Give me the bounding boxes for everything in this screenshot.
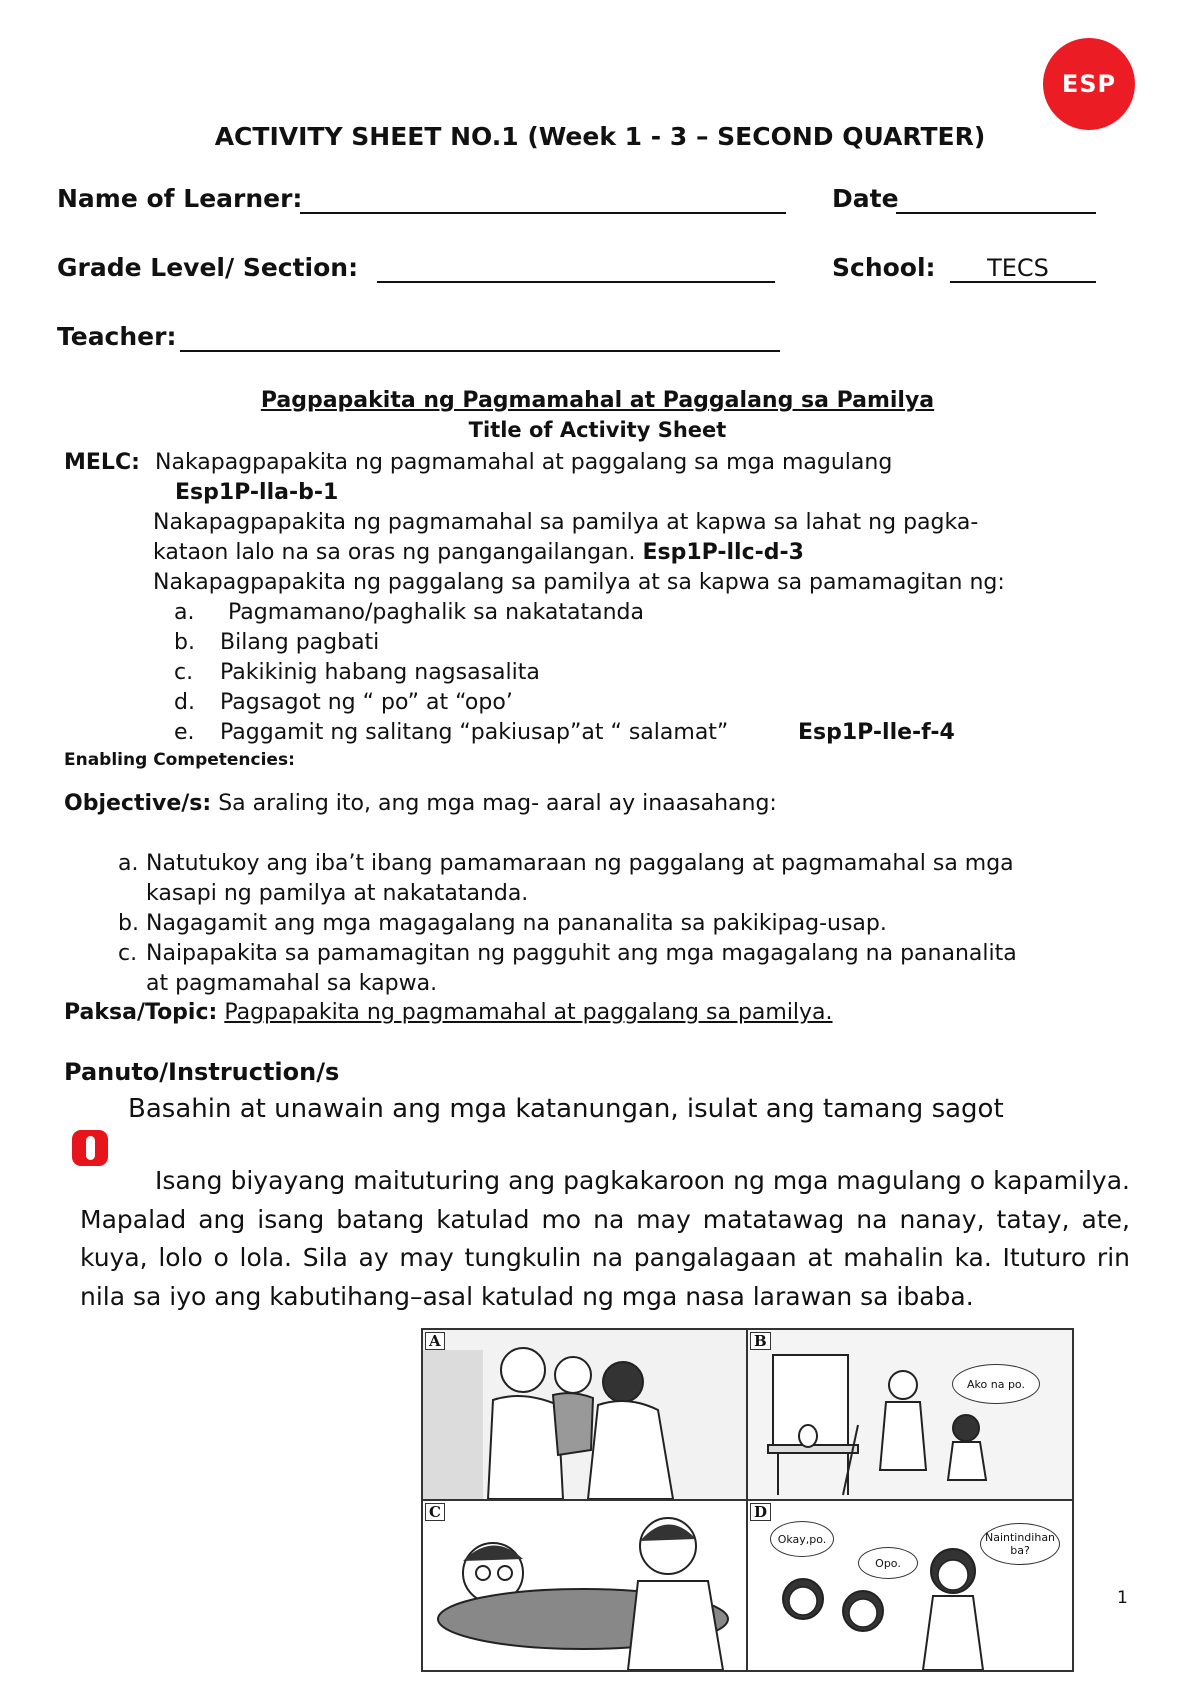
objective-letter: b.: [118, 911, 139, 936]
melc-item-text: Pagmamano/paghalik sa nakatatanda: [228, 600, 644, 625]
paksa-label: Paksa/Topic:: [64, 1000, 218, 1025]
speech-bubble: Opo.: [858, 1547, 918, 1579]
objective-letter: c.: [118, 941, 138, 966]
name-field[interactable]: [300, 212, 786, 214]
date-field[interactable]: [896, 212, 1096, 214]
paksa-line: [64, 1000, 833, 1025]
topic-subtitle: Title of Activity Sheet: [468, 418, 727, 442]
melc-line-2b: kataon lalo na sa oras ng pangangailangan. Esp1P-llc-d-3: [153, 540, 804, 565]
objective-c-line-2: at pagmamahal sa kapwa.: [146, 971, 438, 996]
objectives-line: [64, 791, 777, 816]
melc-item-letter: b.: [174, 630, 195, 655]
helping-chores-illustration: [748, 1330, 1072, 1499]
objective-a-line-2: kasapi ng pamilya at nakatatanda.: [146, 881, 529, 906]
panel-letter: B: [750, 1332, 771, 1350]
illustration-panel-d: [746, 1499, 1074, 1672]
melc-line-1: Nakapagpapakita ng pagmamahal at paggalang sa mga magulang: [155, 450, 893, 475]
melc-line-3: Nakapagpapakita ng paggalang sa pamilya at sa kapwa sa pamamagitan ng:: [153, 570, 1005, 595]
panel-letter: D: [750, 1503, 771, 1521]
school-label: School:: [832, 253, 936, 282]
melc-item-letter: e.: [174, 720, 195, 745]
panel-letter: A: [425, 1332, 445, 1350]
melc-item-text: Paggamit ng salitang “pakiusap”at “ salamat”: [220, 720, 729, 745]
speech-bubble: Naintindihan ba?: [980, 1523, 1060, 1565]
objective-c-line-1: Naipapakita sa pamamagitan ng pagguhit ang mga magagalang na pananalita: [146, 941, 1017, 966]
instructions-text: Basahin at unawain ang mga katanungan, isulat ang tamang sagot: [128, 1094, 1004, 1124]
melc-item-text: Pakikinig habang nagsasalita: [220, 660, 540, 685]
panel-letter: C: [425, 1503, 445, 1521]
grade-field[interactable]: [377, 281, 775, 283]
objectives-label: Objective/s:: [64, 791, 212, 816]
grade-label: Grade Level/ Section:: [57, 253, 359, 282]
subject-badge: ESP: [1043, 38, 1135, 130]
melc-label: MELC:: [64, 450, 140, 475]
page-number: 1: [1117, 1588, 1128, 1608]
illustration-panel-c: [421, 1499, 748, 1672]
instructions-heading: Panuto/Instruction/s: [64, 1058, 340, 1086]
melc-line-2a: Nakapagpapakita ng pagmamahal sa pamilya at kapwa sa lahat ng pagka-: [153, 510, 979, 535]
illustration-panel-a: [421, 1328, 748, 1501]
teacher-label: Teacher:: [57, 322, 177, 351]
illustration-panel-b: [746, 1328, 1074, 1501]
melc-item-text: Pagsagot ng “ po” at “opo’: [220, 690, 513, 715]
objective-a-line-1: Natutukoy ang iba’t ibang pamamaraan ng paggalang at pagmamahal sa mga: [146, 851, 1014, 876]
paksa-text: Pagpapakita ng pagmamahal at paggalang sa pamilya.: [224, 1000, 833, 1025]
listening-illustration: [423, 1501, 746, 1670]
melc-item-letter: d.: [174, 690, 195, 715]
date-label: Date: [832, 184, 899, 213]
melc-item-text: Bilang pagbati: [220, 630, 380, 655]
enabling-competencies: Enabling Competencies:: [64, 750, 295, 770]
name-label: Name of Learner:: [57, 184, 303, 213]
school-value: TECS: [987, 254, 1049, 282]
melc-code-3: Esp1P-lle-f-4: [798, 720, 955, 745]
melc-code-1: Esp1P-lla-b-1: [175, 480, 339, 505]
reading-paragraph: Isang biyayang maituturing ang pagkakaroon ng mga magulang o kapamilya. Mapalad ang isang batang katulad mo na may matatawag na nanay, tatay, ate, kuya, lolo o lola. Sila ay may tungkulin na pangalagaan at mahalin ka. Ituturo rin nila sa iyo ang kabutihang–asal katulad ng mga nasa larawan sa ibaba.: [80, 1166, 1130, 1311]
melc-item-letter: c.: [174, 660, 194, 685]
speech-bubble: Okay,po.: [770, 1521, 834, 1557]
topic-title: Pagpapakita ng Pagmamahal at Paggalang sa Pamilya: [260, 388, 935, 413]
sheet-title: ACTIVITY SHEET NO.1 (Week 1 - 3 – SECOND QUARTER): [214, 122, 986, 151]
teacher-field[interactable]: [180, 350, 780, 352]
alert-marker-icon: [72, 1130, 108, 1166]
objective-letter: a.: [118, 851, 139, 876]
family-hug-illustration: [423, 1330, 746, 1499]
melc-code-2: Esp1P-llc-d-3: [642, 540, 804, 565]
objectives-intro: Sa araling ito, ang mga mag- aaral ay inaasahang:: [218, 791, 777, 816]
objective-b: Nagagamit ang mga magagalang na pananalita sa pakikipag-usap.: [146, 911, 887, 936]
speech-bubble: Ako na po.: [952, 1364, 1040, 1404]
melc-item-letter: a.: [174, 600, 195, 625]
